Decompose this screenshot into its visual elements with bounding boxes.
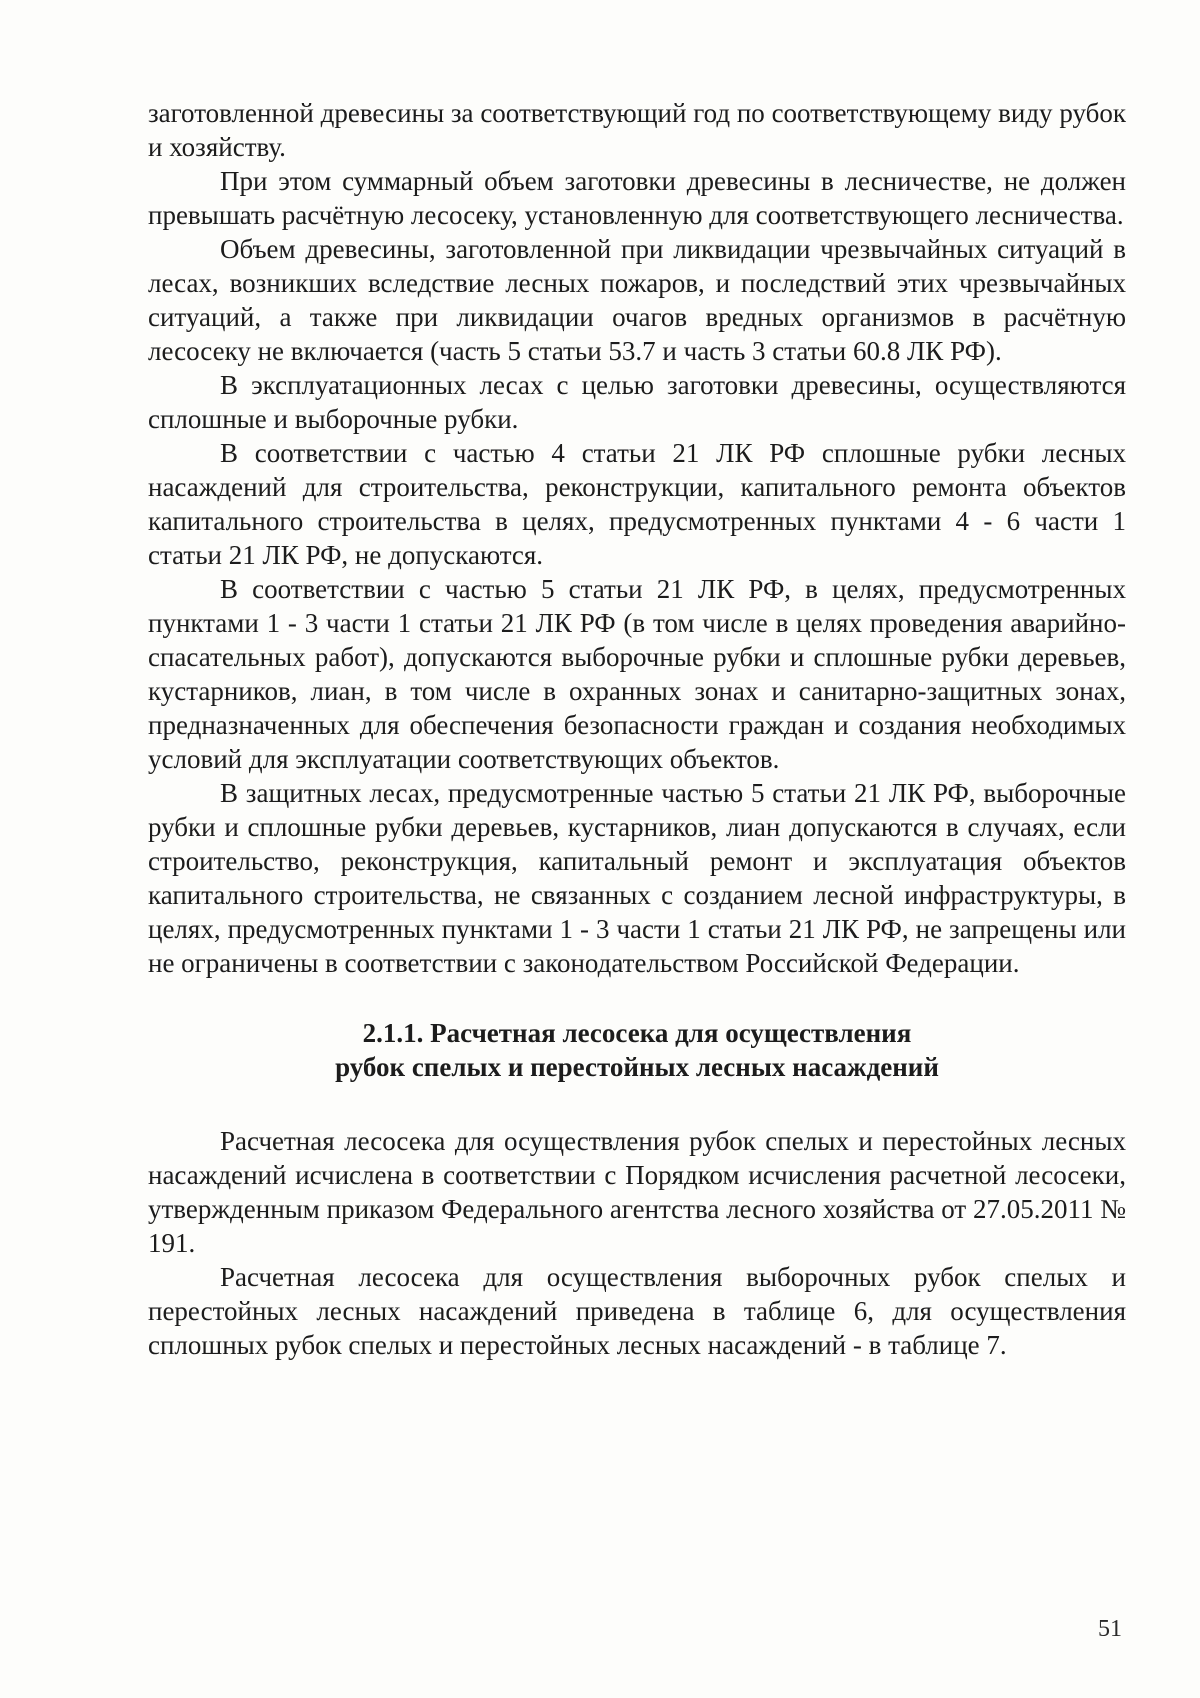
page-number: 51: [1098, 1616, 1122, 1642]
paragraph: В соответствии с частью 4 статьи 21 ЛК РФ сплошные рубки лесных насаждений для строительства, реконструкции, капитального ремонта объектов капитального строительства в целях, предусмотренных пунктами 4 - 6 части 1 статьи 21 ЛК РФ, не допускаются.: [148, 438, 1126, 570]
paragraph: В эксплуатационных лесах с целью заготовки древесины, осуществляются сплошные и выборочные рубки.: [148, 370, 1126, 434]
paragraph: Расчетная лесосека для осуществления рубок спелых и перестойных лесных насаждений исчислена в соответствии с Порядком исчисления расчетной лесосеки, утвержденным приказом Федерального агентства лесного хозяйства от 27.05.2011 № 191.: [148, 1126, 1126, 1258]
section-heading-line: 2.1.1. Расчетная лесосека для осуществления: [362, 1018, 912, 1048]
paragraph: Расчетная лесосека для осуществления выборочных рубок спелых и перестойных лесных насаждений приведена в таблице 6, для осуществления сплошных рубок спелых и перестойных лесных насаждений - в таблице 7.: [148, 1262, 1126, 1360]
paragraph: При этом суммарный объем заготовки древесины в лесничестве, не должен превышать расчётную лесосеку, установленную для соответствующего лесничества.: [148, 166, 1126, 230]
page-body: [148, 96, 1126, 1362]
paragraph: Объем древесины, заготовленной при ликвидации чрезвычайных ситуаций в лесах, возникших вследствие лесных пожаров, и последствий этих чрезвычайных ситуаций, а также при ликвидации очагов вредных организмов в расчётную лесосеку не включается (часть 5 статьи 53.7 и часть 3 статьи 60.8 ЛК РФ).: [148, 234, 1126, 366]
section-heading-line: рубок спелых и перестойных лесных насаждений: [335, 1052, 939, 1082]
section-heading: [148, 1016, 1126, 1084]
paragraph: В соответствии с частью 5 статьи 21 ЛК РФ, в целях, предусмотренных пунктами 1 - 3 части 1 статьи 21 ЛК РФ (в том числе в целях проведения аварийно-спасательных работ), допускаются выборочные рубки и сплошные рубки деревьев, кустарников, лиан, в том числе в охранных зонах и санитарно-защитных зонах, предназначенных для обеспечения безопасности граждан и создания необходимых условий для эксплуатации соответствующих объектов.: [148, 574, 1126, 774]
paragraph: В защитных лесах, предусмотренные частью 5 статьи 21 ЛК РФ, выборочные рубки и сплошные рубки деревьев, кустарников, лиан допускаются в случаях, если строительство, реконструкция, капитальный ремонт и эксплуатация объектов капитального строительства, не связанных с созданием лесной инфраструктуры, в целях, предусмотренных пунктами 1 - 3 части 1 статьи 21 ЛК РФ, не запрещены или не ограничены в соответствии с законодательством Российской Федерации.: [148, 778, 1126, 978]
paragraph: заготовленной древесины за соответствующий год по соответствующему виду рубок и хозяйству.: [148, 98, 1126, 162]
